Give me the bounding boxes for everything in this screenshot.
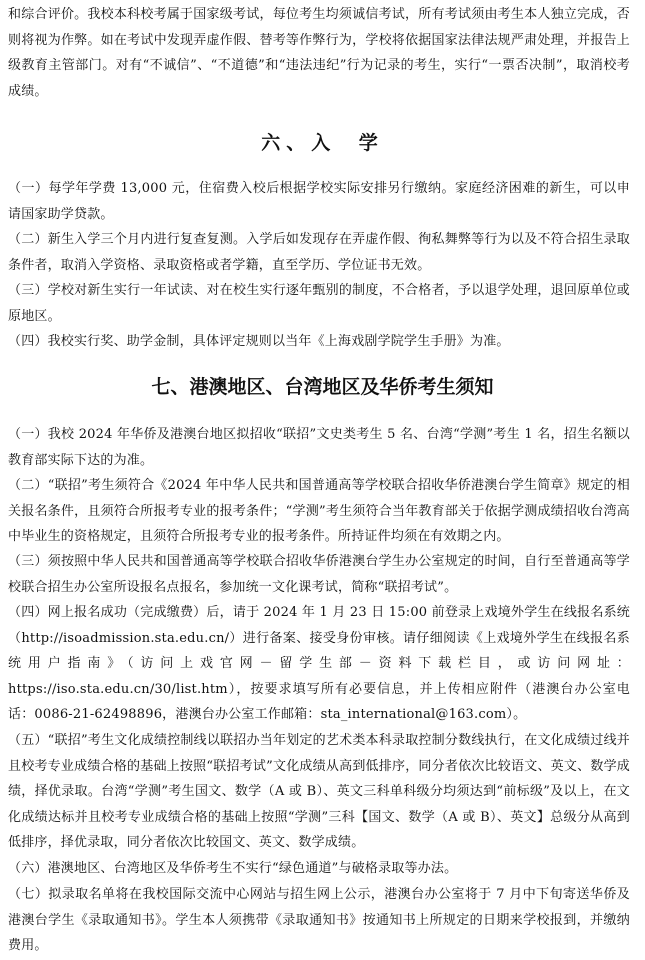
intro-paragraph: 和综合评价。我校本科校考属于国家级考试，每位考生均须诚信考试，所有考试须由考生本人独立完成，否则将视为作弊。如在考试中发现弄虚作假、替考等作弊行为，学校将依据国家法律法规严肃处理，并报告上级教育主管部门。对有“不诚信”、“不道德”和“违法违纪”行为记录的考生，实行“一票否决制”，取消校考成绩。 [8,7,630,99]
section-7-title: 七、港澳地区、台湾地区及华侨考生须知 [151,376,494,398]
section-7-item-6: （六）港澳地区、台湾地区及华侨考生不实行“绿色通道”与破格录取等办法。 [8,861,458,876]
section-7-item-7: （七）拟录取名单将在我校国际交流中心网站与招生网上公示，港澳台办公室将于 7 月中下旬寄送华侨及港澳台学生《录取通知书》。学生本人须携带《录取通知书》按通知书上所规定的日期来学校报到，并缴纳费用。 [8,887,630,954]
section-6-item-3: （三）学校对新生实行一年试读、对在校生实行逐年甄别的制度，不合格者，予以退学处理，退回原单位或原地区。 [8,283,630,324]
section-7-item-4: （四）网上报名成功（完成缴费）后，请于 2024 年 1 月 23 日 15:00 前登录上戏境外学生在线报名系统（http://isoadmission.sta.edu.cn/）进行备案、接受身份审核。请仔细阅读《上戏境外学生在线报名系统用户指南》（访问上戏官网－留学生部－资料下载栏目，或访问网址：https://iso.sta.edu.cn/30/list.htm），按要求填写所有必要信息，并上传相应附件（港澳台办公室电话：0086-21-62498896，港澳台办公室工作邮箱：sta_international@163.com）。 [8,605,630,723]
section-6-item-2: （二）新生入学三个月内进行复查复测。入学后如发现存在弄虚作假、徇私舞弊等行为以及不符合招生录取条件者，取消入学资格、录取资格或者学籍，直至学历、学位证书无效。 [8,232,630,273]
section-6-item-4: （四）我校实行奖、助学金制，具体评定规则以当年《上海戏剧学院学生手册》为准。 [8,334,510,349]
section-7-item-1: （一）我校 2024 年华侨及港澳台地区拟招收“联招”文史类考生 5 名、台湾“学测”考生 1 名，招生名额以教育部实际下达的为准。 [8,427,630,468]
section-7-item-2: （二）“联招”考生须符合《2024 年中华人民共和国普通高等学校联合招收华侨港澳台学生简章》规定的相关报名条件，且须符合所报考专业的报考条件；“学测”考生须符合当年教育部关于依据学测成绩招收台湾高中毕业生的资格规定，且须符合所报考专业的报考条件。所持证件均须在有效期之内。 [8,478,630,545]
section-7-item-3: （三）须按照中华人民共和国普通高等学校联合招收华侨港澳台学生办公室规定的时间，自行至普通高等学校联合招生办公室所设报名点报名，参加统一文化课考试，简称“联招考试”。 [8,554,630,595]
section-7-item-5: （五）“联招”考生文化成绩控制线以联招办当年划定的艺术类本科录取控制分数线执行，在文化成绩过线并且校考专业成绩合格的基础上按照“联招考试”文化成绩从高到低排序，同分者依次比较语文、英文、数学成绩，择优录取。台湾“学测”考生国文、数学（A 或 B）、英文三科单科级分均须达到“前标级”及以上，在文化成绩达标并且校考专业成绩合格的基础上按照“学测”三科【国文、数学（A 或 B）、英文】总级分从高到低排序，择优录取，同分者依次比较国文、英文、数学成绩。 [8,733,630,851]
section-6-item-1: （一）每学年学费 13,000 元，住宿费入校后根据学校实际安排另行缴纳。家庭经济困难的新生，可以申请国家助学贷款。 [8,181,630,222]
section-6-title: 六、入 学 [261,132,384,154]
